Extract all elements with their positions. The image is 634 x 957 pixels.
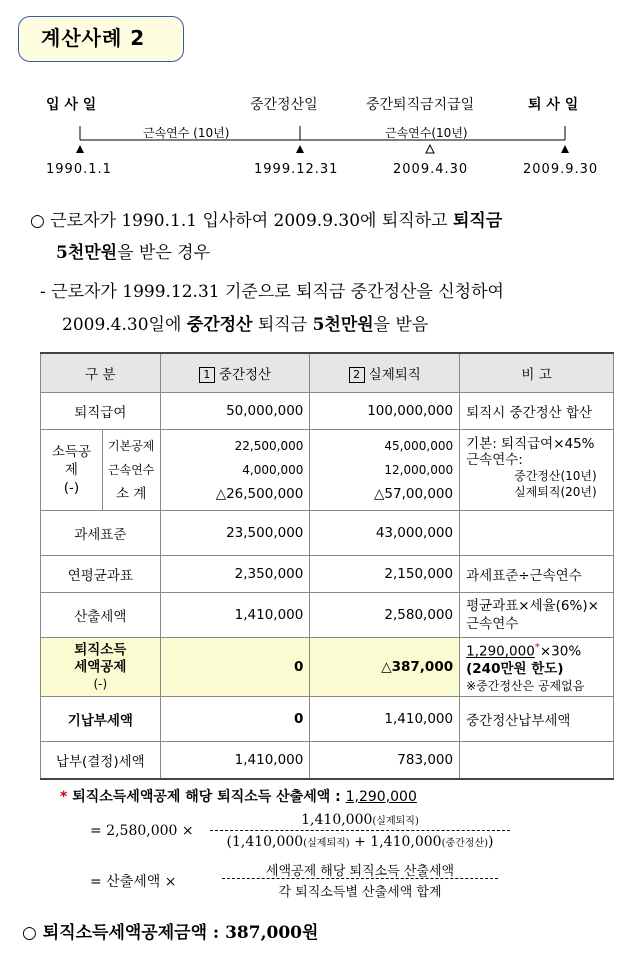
timeline-axis	[0, 118, 634, 158]
text: 평균과표×세율(6%)×	[466, 598, 599, 614]
text: 을 받은 경우	[117, 243, 211, 263]
text-bold: 퇴직금	[452, 211, 503, 231]
header-actual-retirement	[310, 353, 460, 393]
fraction-line	[210, 830, 510, 831]
formula-2-denominator: 각 퇴직소득별 산출세액 합계	[278, 885, 442, 900]
text: 근로자가 1990.1.1 입사하여 2009.9.30에 퇴직하고	[50, 211, 453, 231]
cell-mid	[160, 430, 310, 511]
text: 실제퇴직(20년)	[514, 485, 597, 499]
table-row-highlight	[41, 638, 614, 697]
table-row	[41, 697, 614, 742]
row-label: 과세표준	[41, 511, 161, 556]
text: 12,000,000	[384, 463, 454, 477]
text: 2009.4.30일에	[62, 315, 187, 335]
case-detail-line1	[40, 277, 504, 302]
fraction-line	[222, 878, 498, 879]
text: 1,290,000	[466, 643, 535, 660]
timeline-hire: 입 사 일	[46, 97, 97, 113]
text: △57,00,000	[374, 486, 454, 502]
header-mid-settlement	[160, 353, 310, 393]
table-header-row	[41, 353, 614, 393]
date-midpoint: 1999.12.31	[254, 162, 339, 177]
text: 을 받음	[373, 315, 429, 335]
table-row	[41, 556, 614, 593]
date-hire: 1990.1.1	[46, 162, 112, 177]
cell-real: 1,410,000	[310, 697, 460, 742]
text: 퇴직금	[252, 315, 313, 335]
formula-1-denominator	[210, 834, 510, 850]
cell-note	[460, 638, 614, 697]
cell-note	[460, 593, 614, 638]
cell-note	[460, 742, 614, 780]
sub-labels	[102, 430, 160, 511]
text: 기본: 퇴직급여×45%	[466, 436, 595, 452]
text-bold: 5천만원	[56, 243, 118, 263]
cell-mid: 1,410,000	[160, 742, 310, 780]
text: (-)	[93, 676, 108, 691]
asterisk: *	[534, 642, 540, 654]
text: 1,410,000	[301, 812, 373, 828]
formula-2-lhs: = 산출세액 ×	[90, 874, 177, 890]
footnote-title	[60, 786, 417, 806]
formula-1-numerator	[210, 812, 510, 828]
text-bold: 중간정산	[186, 315, 253, 335]
cell-real: △387,000	[310, 638, 460, 697]
case-description-line1	[30, 206, 502, 231]
text: 소 계	[116, 486, 147, 502]
row-label: 납부(결정)세액	[41, 742, 161, 780]
number-box-1: 1	[199, 367, 215, 383]
timeline-mid-payment: 중간퇴직금지급일	[366, 97, 475, 113]
formula-2-numerator: 세액공제 해당 퇴직소득 산출세액	[265, 864, 455, 879]
timeline-span-1: 근속연수 (10년)	[143, 126, 230, 140]
cell-mid: 1,410,000	[160, 593, 310, 638]
cell-note: 중간정산납부세액	[460, 697, 614, 742]
cell-mid: 0	[160, 697, 310, 742]
text: (중간정산)	[441, 838, 489, 849]
text: + 1,410,000	[349, 834, 442, 850]
row-label: 기납부세액	[41, 697, 161, 742]
cell-note: 퇴직시 중간정산 합산	[460, 393, 614, 430]
bullet-circle: ○	[30, 211, 45, 231]
footnote-value: 1,290,000	[345, 789, 417, 805]
table-row	[41, 593, 614, 638]
text: 4,000,000	[242, 463, 304, 477]
case-detail-line2	[62, 310, 428, 335]
text: 22,500,000	[234, 439, 304, 453]
table-row	[41, 393, 614, 430]
row-label	[41, 638, 161, 697]
dash: -	[40, 282, 46, 302]
text: 퇴직소득세액공제 해당 퇴직소득 산출세액 :	[72, 789, 346, 805]
text: 퇴직소득	[74, 641, 127, 658]
header-category: 구 분	[41, 353, 161, 393]
text: 실제퇴직	[368, 367, 421, 383]
text: 기본공제	[108, 439, 155, 453]
timeline-span-2: 근속연수(10년)	[385, 126, 468, 140]
text: 소득공제	[51, 444, 91, 478]
cell-note: 과세표준÷근속연수	[460, 556, 614, 593]
cell-real: 2,150,000	[310, 556, 460, 593]
cell-real: 100,000,000	[310, 393, 460, 430]
timeline-midpoint: 중간정산일	[250, 97, 318, 113]
cell-mid: 0	[160, 638, 310, 697]
text: △26,500,000	[215, 486, 304, 502]
text: )	[488, 834, 494, 850]
text: 세액공제	[74, 658, 127, 675]
text-bold: 5천만원	[312, 315, 374, 335]
text: ×30%	[539, 643, 582, 660]
cell-mid: 2,350,000	[160, 556, 310, 593]
text: 45,000,000	[384, 439, 454, 453]
text: 중간정산	[218, 367, 272, 383]
table-row	[41, 430, 614, 511]
calculation-table	[40, 352, 614, 780]
text: ※중간정산은 공제없음	[466, 678, 585, 693]
cell-mid: 50,000,000	[160, 393, 310, 430]
row-label	[41, 430, 103, 511]
date-retire: 2009.9.30	[523, 162, 599, 177]
row-label: 퇴직급여	[41, 393, 161, 430]
formula-1-lhs: = 2,580,000 ×	[90, 823, 194, 839]
text: (실제퇴직)	[372, 816, 419, 827]
cell-real	[310, 430, 460, 511]
cell-note	[460, 430, 614, 511]
text: 근로자가 1999.12.31 기준으로 퇴직금 중간정산을 신청하여	[51, 282, 504, 302]
case-description-line2	[56, 238, 210, 263]
text: (1,410,000	[226, 834, 304, 850]
cell-real: 2,580,000	[310, 593, 460, 638]
header-remarks: 비 고	[460, 353, 614, 393]
table-row	[41, 742, 614, 780]
cell-real: 783,000	[310, 742, 460, 780]
text: 중간정산(10년)	[514, 469, 597, 483]
bullet-circle: ○	[22, 923, 37, 943]
text: (-)	[63, 480, 80, 496]
example-title: 계산사례 2	[18, 16, 184, 62]
row-label: 연평균과표	[41, 556, 161, 593]
text: 근속연수	[466, 616, 519, 632]
cell-real: 43,000,000	[310, 511, 460, 556]
text: (실제퇴직)	[303, 838, 350, 849]
table-row	[41, 511, 614, 556]
timeline-retire: 퇴 사 일	[528, 97, 579, 113]
cell-note	[460, 511, 614, 556]
text: 근속연수:	[466, 452, 523, 468]
text: 근속연수	[108, 463, 155, 477]
cell-mid: 23,500,000	[160, 511, 310, 556]
row-label: 산출세액	[41, 593, 161, 638]
asterisk: *	[60, 789, 68, 805]
text: (240만원 한도)	[466, 660, 564, 677]
number-box-2: 2	[349, 367, 365, 383]
conclusion	[22, 918, 318, 943]
text: 퇴직소득세액공제금액 : 387,000원	[42, 923, 319, 943]
date-mid-payment: 2009.4.30	[393, 162, 469, 177]
